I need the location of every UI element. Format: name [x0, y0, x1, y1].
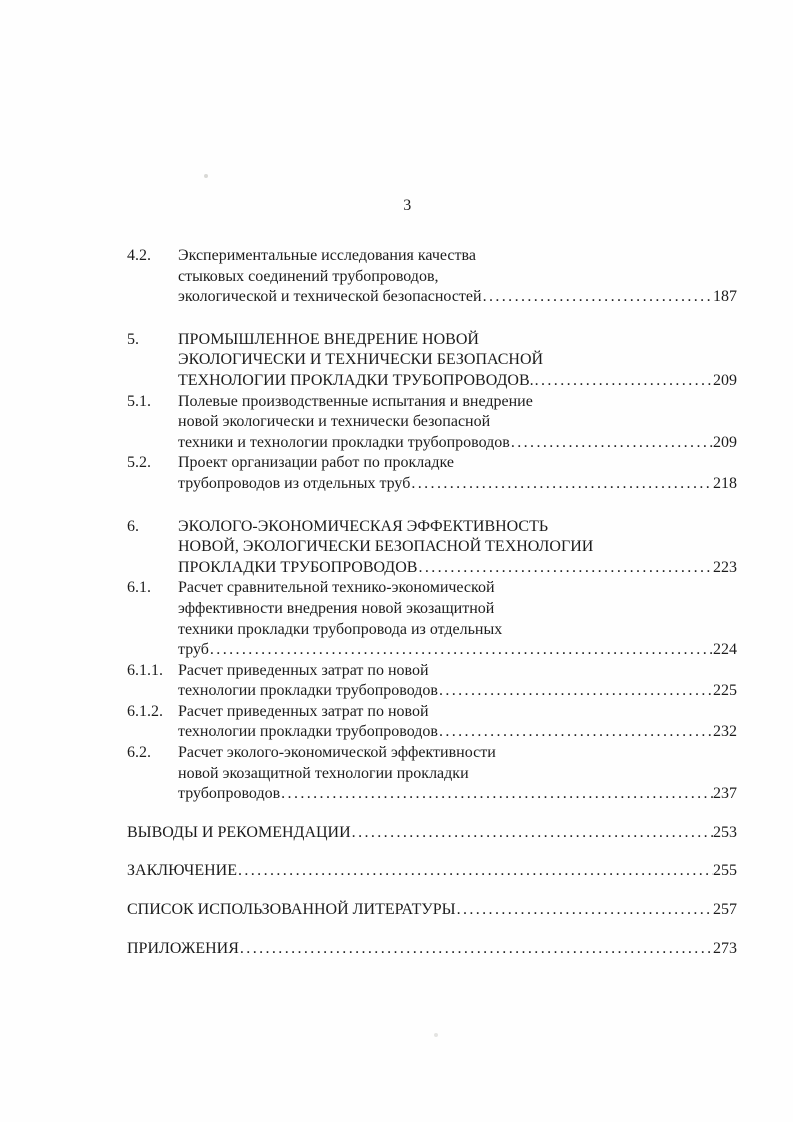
toc-entry-text: СПИСОК ИСПОЛЬЗОВАННОЙ ЛИТЕРАТУРЫ — [127, 901, 456, 919]
toc-entry-number: 5.1. — [127, 392, 151, 410]
dot-leader — [483, 287, 713, 308]
toc-entry — [127, 246, 737, 308]
dot-leader — [411, 474, 713, 495]
toc-page-ref: 225 — [713, 682, 737, 700]
toc-entry-line: Полевые производственные испытания и внедрение — [178, 392, 533, 410]
toc-entry-last-line — [127, 939, 737, 960]
scan-speck — [204, 174, 208, 178]
table-of-contents — [127, 246, 737, 959]
toc-entry — [127, 823, 737, 844]
toc-entry — [127, 517, 737, 579]
toc-entry-number: 6.1.2. — [127, 702, 163, 720]
toc-entry — [127, 939, 737, 960]
toc-entry-line: ЭКОЛОГИЧЕСКИ И ТЕХНИЧЕСКИ БЕЗОПАСНОЙ — [178, 351, 544, 369]
toc-page-ref: 187 — [713, 288, 737, 306]
toc-entry-line: ПРОМЫШЛЕННОЕ ВНЕДРЕНИЕ НОВОЙ — [178, 330, 479, 348]
toc-entry-number: 6.1. — [127, 579, 151, 597]
toc-entry — [127, 661, 737, 702]
toc-page-ref: 209 — [713, 371, 737, 389]
toc-entry-last-line — [178, 640, 737, 661]
toc-page-ref: 224 — [713, 641, 737, 659]
toc-entry-line: Расчет приведенных затрат по новой — [178, 661, 429, 679]
toc-entry-last-line — [178, 722, 737, 743]
toc-entry-text: ЗАКЛЮЧЕНИЕ — [127, 862, 237, 880]
toc-entry-line: НОВОЙ, ЭКОЛОГИЧЕСКИ БЕЗОПАСНОЙ ТЕХНОЛОГИИ — [178, 538, 594, 556]
toc-entry-line: Расчет сравнительной технико-экономической — [178, 579, 495, 597]
dot-leader — [535, 371, 713, 392]
toc-entry-last-line — [178, 287, 737, 308]
toc-entry-text: труб — [178, 641, 209, 659]
toc-entry-line: стыковых соединений трубопроводов, — [178, 267, 439, 285]
toc-entry-number: 5. — [127, 330, 139, 348]
toc-entry-last-line — [178, 371, 737, 392]
toc-entry — [127, 453, 737, 494]
toc-entry-number: 4.2. — [127, 247, 151, 264]
toc-page-ref: 223 — [713, 558, 737, 576]
dot-leader — [457, 900, 713, 921]
toc-entry-line: Расчет эколого-экономической эффективности — [178, 744, 496, 762]
toc-entry — [127, 330, 737, 392]
toc-entry-last-line — [178, 474, 737, 495]
toc-entry-number: 6.2. — [127, 744, 151, 762]
toc-entry — [127, 861, 737, 882]
toc-entry-last-line — [178, 681, 737, 702]
toc-entry-last-line — [127, 861, 737, 882]
toc-entry-last-line — [127, 823, 737, 844]
toc-entry-number: 5.2. — [127, 454, 151, 472]
toc-page-ref: 273 — [713, 939, 737, 957]
toc-entry-line: Проект организации работ по прокладке — [178, 454, 454, 472]
toc-entry-text: ПРОКЛАДКИ ТРУБОПРОВОДОВ — [178, 558, 418, 576]
toc-entry-line: Экспериментальные исследования качества — [178, 247, 476, 264]
toc-entry-line: Расчет приведенных затрат по новой — [178, 702, 429, 720]
toc-entry — [127, 392, 737, 454]
toc-entry-last-line — [127, 900, 737, 921]
dot-leader — [238, 861, 713, 882]
dot-leader — [511, 433, 713, 454]
dot-leader — [439, 681, 713, 702]
toc-entry-last-line — [178, 784, 737, 805]
toc-entry-text: экологической и технической безопасностей — [178, 288, 482, 306]
dot-leader — [418, 558, 713, 579]
toc-entry-line: новой экозащитной технологии прокладки — [178, 764, 469, 782]
toc-entry-line: техники прокладки трубопровода из отдельных — [178, 620, 503, 638]
dot-leader — [352, 823, 713, 844]
toc-page-ref: 209 — [713, 433, 737, 451]
toc-entry — [127, 743, 737, 805]
toc-page-ref: 255 — [713, 862, 737, 880]
toc-page-ref: 237 — [713, 785, 737, 803]
toc-entry-text: ПРИЛОЖЕНИЯ — [127, 939, 239, 957]
toc-entry-line: новой экологически и технически безопасной — [178, 413, 491, 431]
toc-entry-line: эффективности внедрения новой экозащитной — [178, 599, 495, 617]
toc-entry-text: технологии прокладки трубопроводов — [178, 682, 438, 700]
toc-page-ref: 253 — [713, 823, 737, 841]
toc-entry — [127, 702, 737, 743]
toc-entry-text: ТЕХНОЛОГИИ ПРОКЛАДКИ ТРУБОПРОВОДОВ. — [178, 371, 534, 389]
toc-entry-text: трубопроводов из отдельных труб — [178, 474, 411, 492]
toc-entry-number: 6.1.1. — [127, 661, 163, 679]
toc-page-ref: 232 — [713, 723, 737, 741]
toc-entry-text: ВЫВОДЫ И РЕКОМЕНДАЦИИ — [127, 823, 351, 841]
page-number: 3 — [403, 197, 412, 214]
toc-entry-last-line — [178, 558, 737, 579]
toc-entry-number: 6. — [127, 517, 139, 535]
dot-leader — [210, 640, 713, 661]
toc-entry — [127, 578, 737, 660]
toc-entry-text: техники и технологии прокладки трубопроводов — [178, 433, 510, 451]
dot-leader — [240, 939, 713, 960]
toc-entry-last-line — [178, 433, 737, 454]
dot-leader — [281, 784, 713, 805]
toc-entry-line: ЭКОЛОГО-ЭКОНОМИЧЕСКАЯ ЭФФЕКТИВНОСТЬ — [178, 517, 549, 535]
dot-leader — [439, 722, 713, 743]
toc-entry-text: технологии прокладки трубопроводов — [178, 723, 438, 741]
toc-page-ref: 218 — [713, 474, 737, 492]
toc-entry-text: трубопроводов — [178, 785, 281, 803]
toc-entry — [127, 900, 737, 921]
toc-page-ref: 257 — [713, 901, 737, 919]
scan-speck — [434, 1033, 438, 1037]
